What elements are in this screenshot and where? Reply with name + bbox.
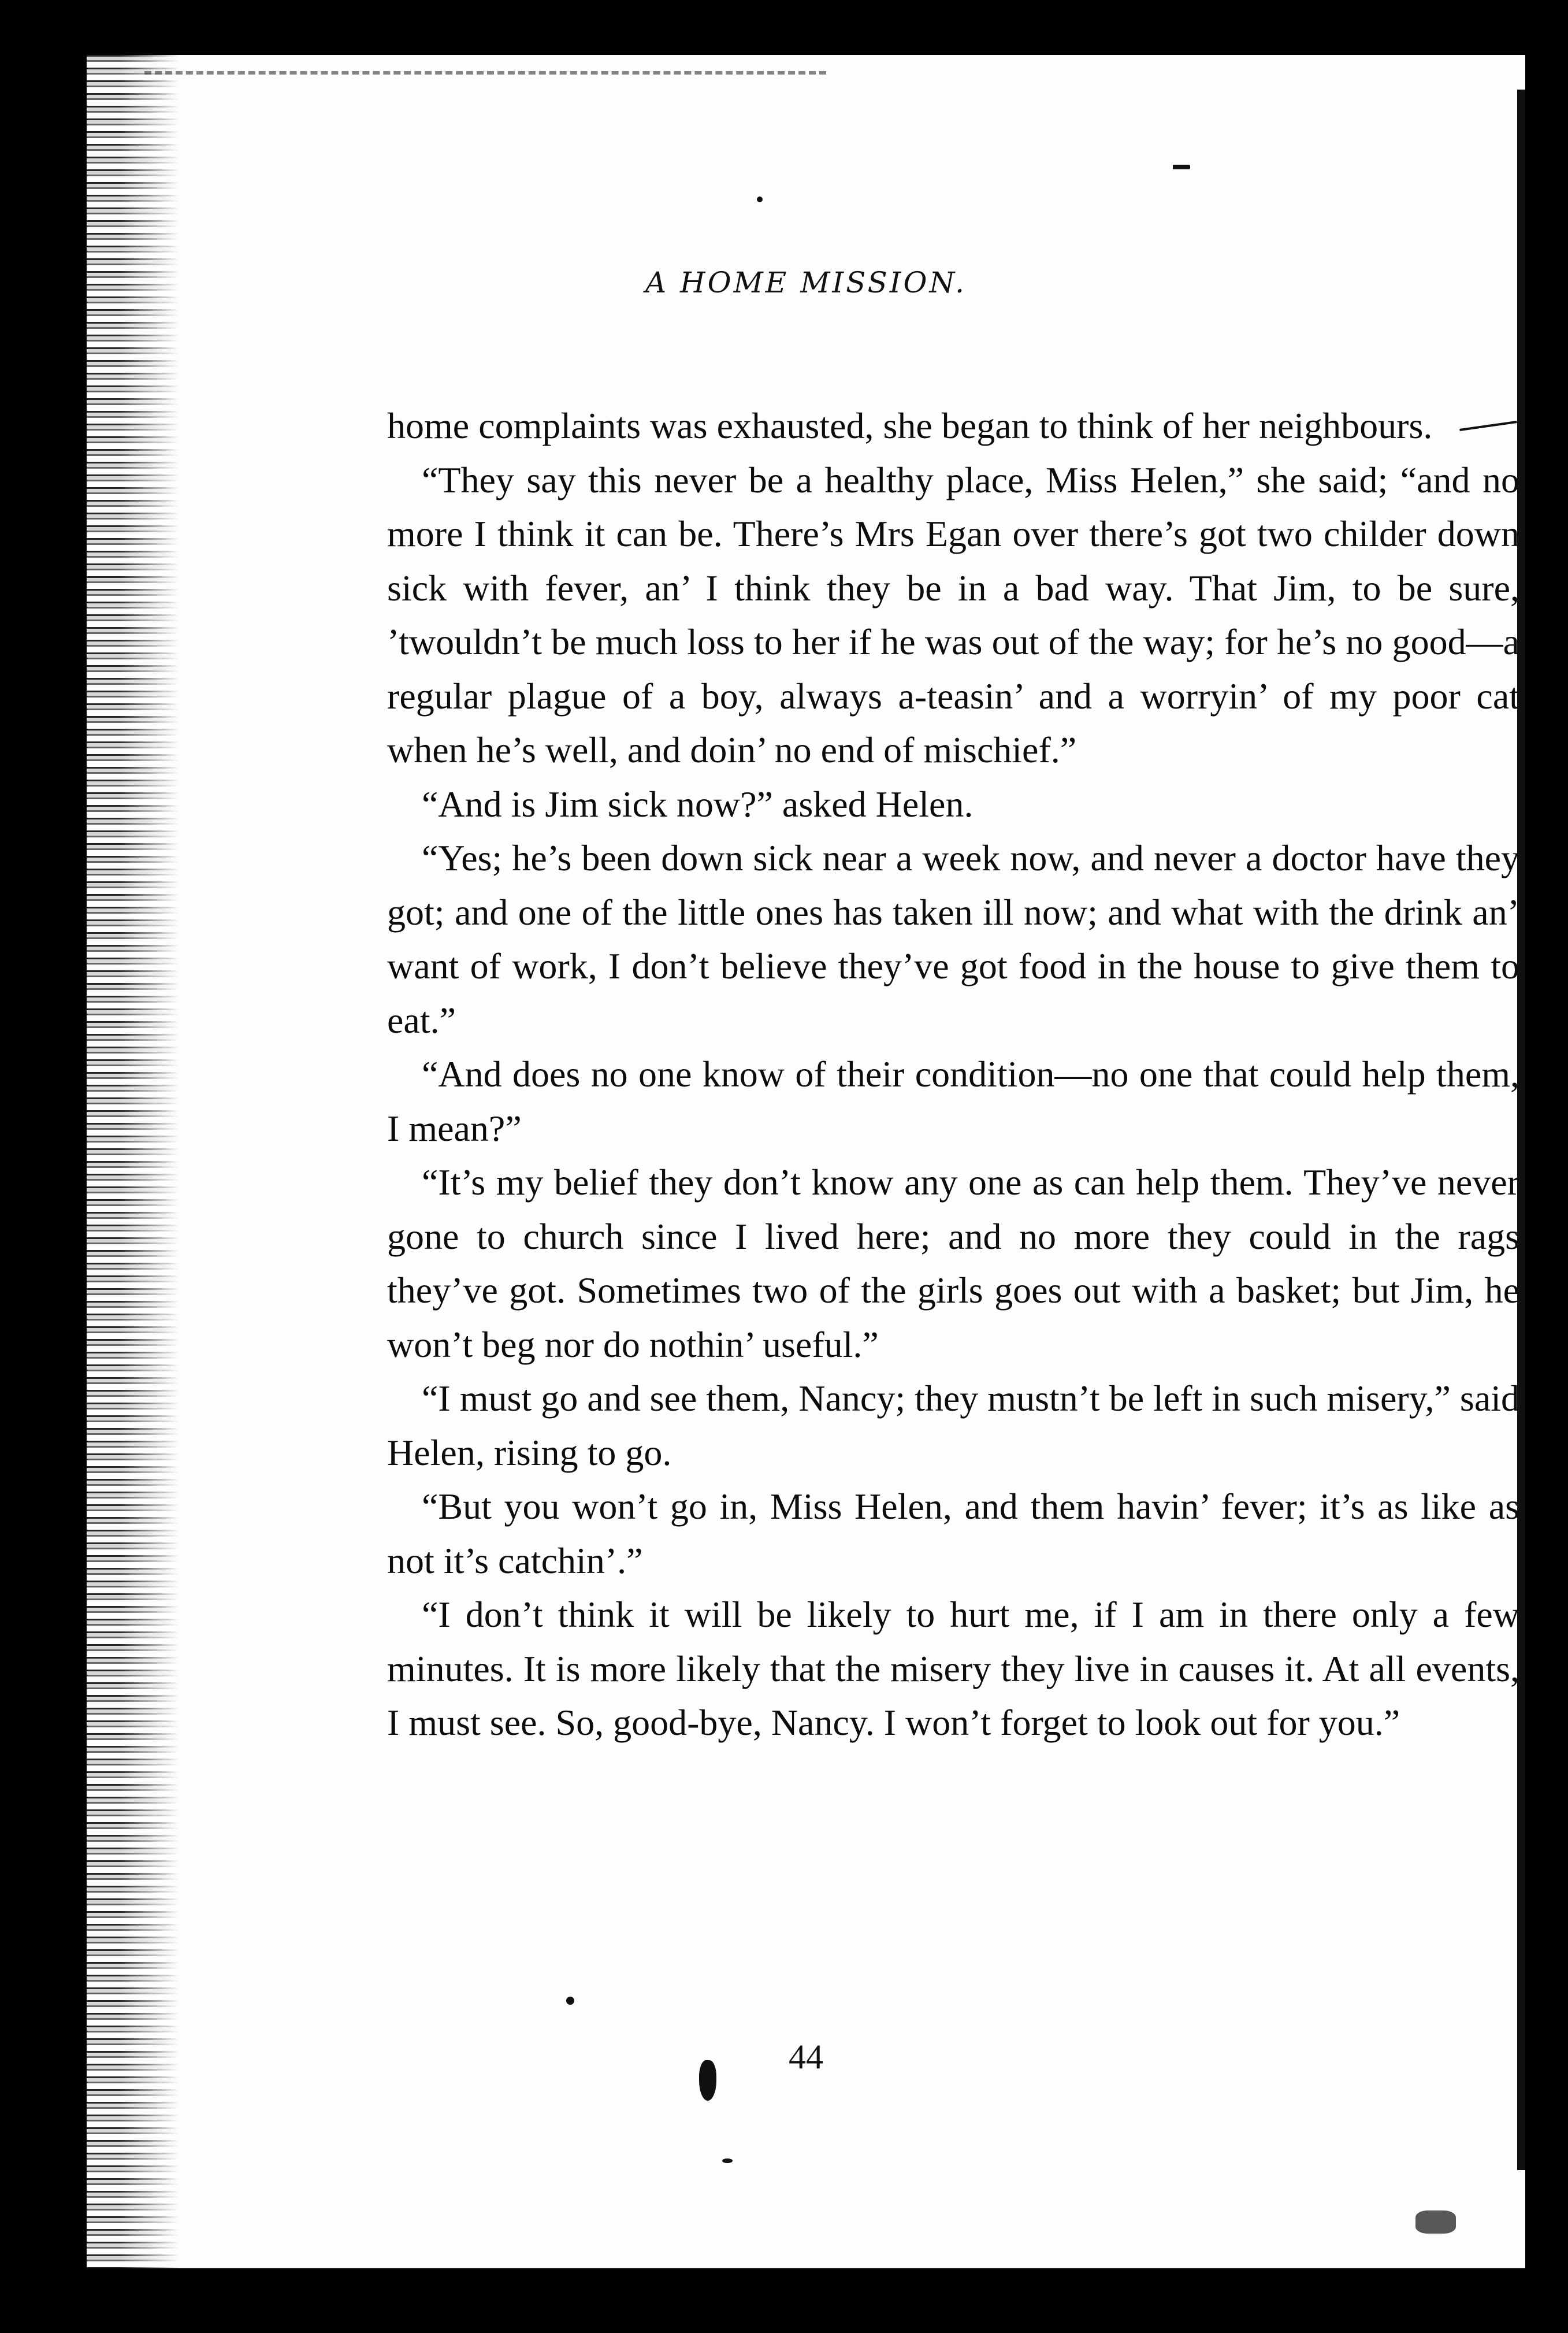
- paragraph: “And does no one know of their condition—no one that could help them, I mean?”: [387, 1054, 1519, 1149]
- paragraph: “It’s my belief they don’t know any one as can help them. They’ve never gone to church since I lived here; and no more they could in the rags they’ve got. Sometimes two of the girls goes out with a basket; but Jim, he won’t beg nor do nothin’ useful.”: [387, 1162, 1519, 1365]
- ink-speck: [722, 2158, 733, 2163]
- paragraph: “Yes; he’s been down sick near a week now, and never a doctor have they got; and one of the little ones has taken ill now; and what with the drink an’ want of work, I don’t believe they’ve got food in the house to give them to eat.”: [387, 837, 1519, 1041]
- paragraph: home complaints was exhausted, she began to think of her neighbours.: [387, 405, 1433, 446]
- ink-speck: [1173, 165, 1190, 169]
- paragraph: “And is Jim sick now?” asked Helen.: [422, 783, 974, 825]
- ink-speck: [566, 1997, 574, 2005]
- running-head: A HOME MISSION.: [645, 266, 967, 299]
- ink-speck: [1415, 2210, 1456, 2234]
- ink-speck: [757, 196, 763, 202]
- book-page: [87, 55, 1525, 2268]
- page-number: 44: [789, 2038, 823, 2076]
- body-text: [387, 399, 1519, 1750]
- paragraph: “But you won’t go in, Miss Helen, and them havin’ fever; it’s as like as not it’s catchin’.”: [387, 1486, 1519, 1581]
- paragraph: “I don’t think it will be likely to hurt me, if I am in there only a few minutes. It is more likely that the misery they live in causes it. At all events, I must see. So, good-bye, Nancy. I won’t forget to look out for you.”: [387, 1594, 1519, 1743]
- top-edge-mark: [144, 71, 826, 75]
- paragraph: “I must go and see them, Nancy; they mustn’t be left in such misery,” said Helen, rising to go.: [387, 1378, 1519, 1473]
- binding-shadow: [87, 55, 179, 2268]
- paragraph: “They say this never be a healthy place, Miss Helen,” she said; “and no more I think it can be. There’s Mrs Egan over there’s got two childer down sick with fever, an’ I think they be in a bad way. That Jim, to be sure, ’twouldn’t be much loss to her if he was out of the way; for he’s no good—a regular plague of a boy, always a-teasin’ and a worryin’ of my poor cat when he’s well, and doin’ no end of mischief.”: [387, 459, 1519, 770]
